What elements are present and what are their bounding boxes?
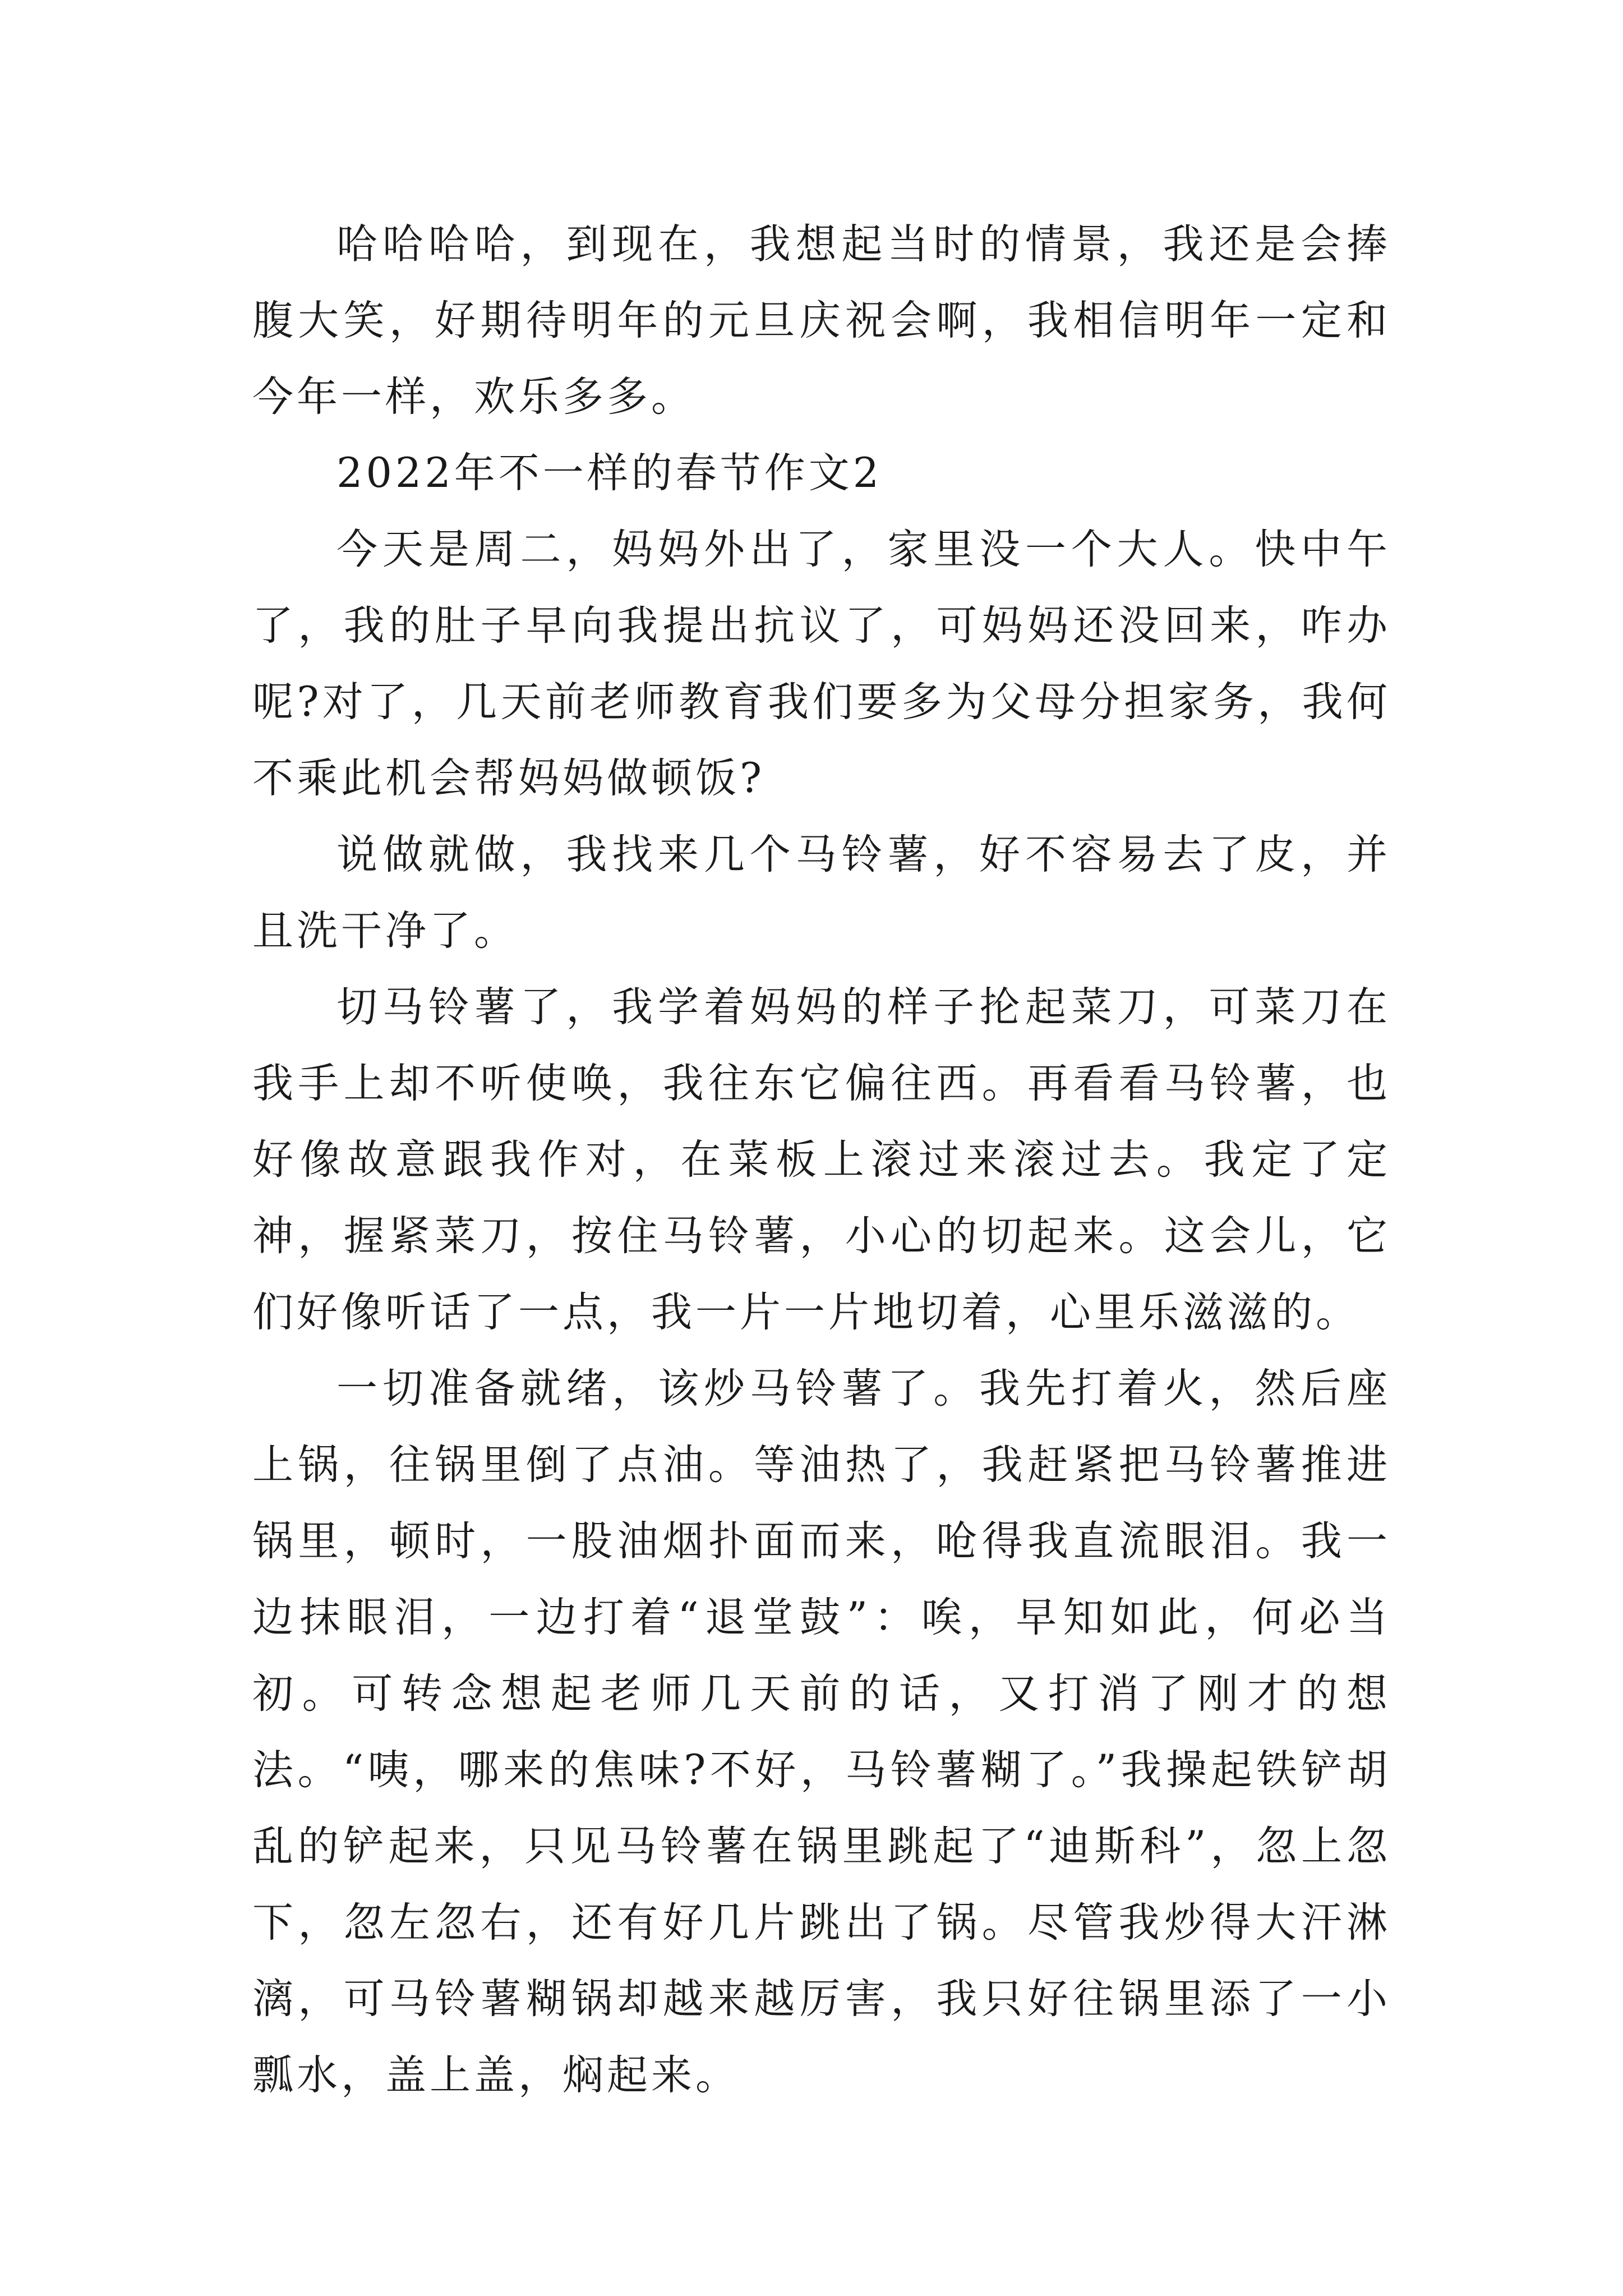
paragraph: 说做就做，我找来几个马铃薯，好不容易去了皮，并且洗干净了。	[252, 831, 1391, 955]
paragraph: 今天是周二，妈妈外出了，家里没一个大人。快中午了，我的肚子早向我提出抗议了，可妈妈还没回来，咋办呢?对了，几天前老师教育我们要多为父母分担家务，我何不乘此机会帮妈妈做顿饭?	[252, 526, 1391, 802]
paragraph: 切马铃薯了，我学着妈妈的样子抡起菜刀，可菜刀在我手上却不听使唤，我往东它偏往西。再看看马铃薯，也好像故意跟我作对，在菜板上滚过来滚过去。我定了定神，握紧菜刀，按住马铃薯，小心的切起来。这会儿，它们好像听话了一点，我一片一片地切着，心里乐滋滋的。	[252, 983, 1391, 1336]
paragraph: 哈哈哈哈，到现在，我想起当时的情景，我还是会捧腹大笑，好期待明年的元旦庆祝会啊，我相信明年一定和今年一样，欢乐多多。	[252, 220, 1391, 421]
section-title: 2022年不一样的春节作文2	[336, 449, 883, 497]
document-body	[252, 206, 1391, 2114]
paragraph: 一切准备就绪，该炒马铃薯了。我先打着火，然后座上锅，往锅里倒了点油。等油热了，我赶紧把马铃薯推进锅里，顿时，一股油烟扑面而来，呛得我直流眼泪。我一边抹眼泪，一边打着“退堂鼓”：唉，早知如此，何必当初。可转念想起老师几天前的话，又打消了刚才的想法。“咦，哪来的焦味?不好，马铃薯糊了。”我操起铁铲胡乱的铲起来，只见马铃薯在锅里跳起了“迪斯科”，忽上忽下，忽左忽右，还有好几片跳出了锅。尽管我炒得大汗淋漓，可马铃薯糊锅却越来越厉害，我只好往锅里添了一小瓢水，盖上盖，焖起来。	[252, 1365, 1391, 2099]
